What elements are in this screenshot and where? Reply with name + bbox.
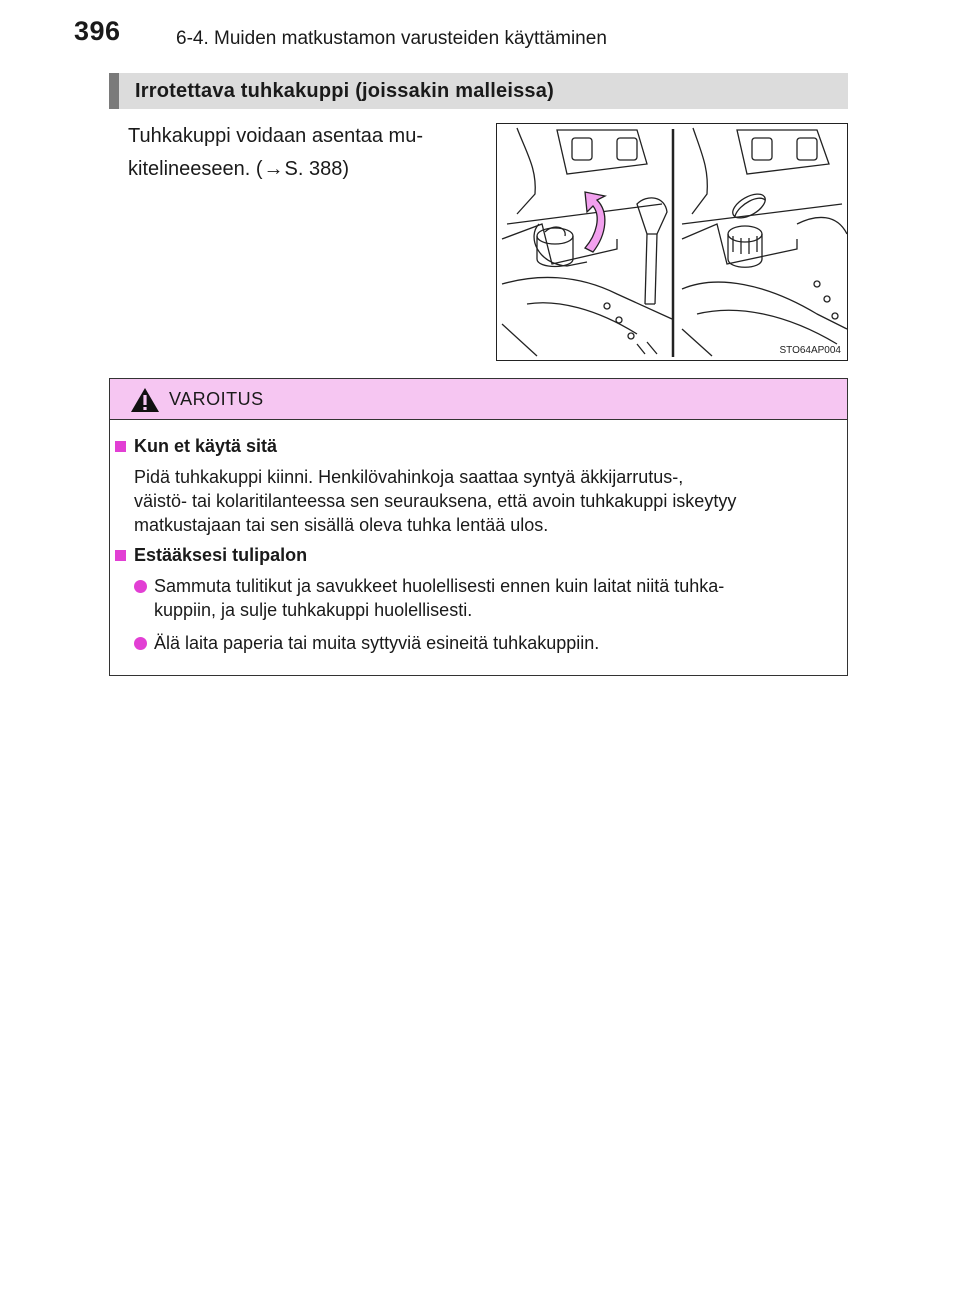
warning-text-line: Pidä tuhkakuppi kiinni. Henkilövahinkoja saattaa syntyä äkkijarrutus-, — [134, 467, 684, 487]
ashtray-illustration — [496, 123, 848, 361]
warning-bullet-line: kuppiin, ja sulje tuhkakuppi huolellisesti. — [154, 600, 473, 620]
square-bullet-icon — [115, 441, 126, 452]
warning-box — [109, 378, 848, 676]
left-panel-ashtray-closed — [502, 128, 672, 356]
page-number: 396 — [74, 16, 121, 46]
warning-triangle-icon — [130, 387, 160, 413]
open-direction-arrow-icon — [585, 192, 605, 252]
warning-label: VAROITUS — [169, 389, 264, 409]
section-heading-bar — [109, 73, 848, 109]
warning-text-line: väistö- tai kolaritilanteessa sen seurauksena, että avoin tuhkakuppi iskeytyy — [134, 491, 737, 511]
intro-paragraph — [128, 120, 474, 186]
intro-line-2 — [128, 153, 474, 186]
intro-line-1: Tuhkakuppi voidaan asentaa mu- — [128, 125, 423, 147]
warning-item-heading: Kun et käytä sitä — [134, 436, 278, 456]
ashtray-illustration-drawing — [497, 124, 848, 361]
square-bullet-icon — [115, 550, 126, 561]
warning-header — [110, 379, 847, 420]
warning-bullet-text — [154, 631, 837, 655]
intro-line-2-prefix: kitelineeseen. ( — [128, 158, 263, 180]
warning-bullet-line: Älä laita paperia tai muita syttyviä esineitä tuhkakuppiin. — [154, 633, 600, 653]
warning-item-heading: Estääksesi tulipalon — [134, 545, 308, 565]
round-bullet-icon — [134, 580, 147, 593]
warning-text-line: matkustajaan tai sen sisällä oleva tuhka lentää ulos. — [134, 515, 549, 535]
warning-bullet-text — [154, 574, 837, 622]
section-title: Irrotettava tuhkakuppi (joissakin malleissa) — [135, 80, 554, 102]
page-reference[interactable]: S. 388) — [284, 158, 350, 180]
round-bullet-icon — [134, 637, 147, 650]
running-header: 6-4. Muiden matkustamon varusteiden käyttäminen — [176, 28, 607, 49]
warning-item-text — [134, 465, 837, 537]
figure-code: STO64AP004 — [779, 345, 841, 356]
right-panel-ashtray-open — [682, 128, 847, 356]
warning-bullet-line: Sammuta tulitikut ja savukkeet huolellisesti ennen kuin laitat niitä tuhka- — [154, 576, 725, 596]
page-reference-arrow-icon: → — [263, 158, 284, 180]
